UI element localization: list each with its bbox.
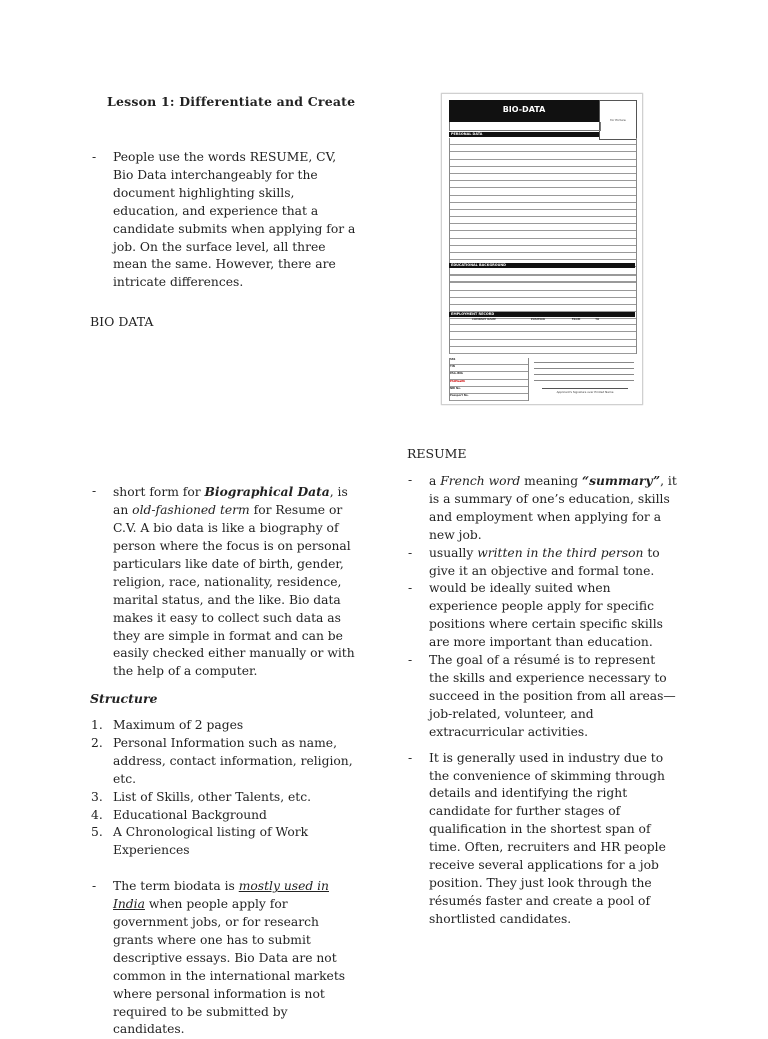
third-person-term: written in the third person (477, 545, 644, 560)
form-row (449, 122, 601, 131)
form-grid-employment (449, 318, 637, 354)
form-section-personal: PERSONAL DATA (449, 132, 599, 137)
structure-list (91, 717, 353, 860)
list-number: 4. (91, 807, 103, 822)
text-run: meaning (520, 474, 582, 488)
bullet-dash: - (408, 581, 413, 596)
list-item (91, 717, 353, 735)
bullet-dash: - (408, 545, 413, 560)
id-row: SSS (450, 358, 528, 365)
text-run: for Resume or C.V. A bio data is like a biography of person where the focus is on personal particulars like date of birth, gender, religion, race, nationality, residence, marital status, and the like. Bio data makes it easy to collect such data as they are simple in format and can be easily checked either manually or with the help of a computer. (113, 503, 355, 679)
intro-text: People use the words RESUME, CV, Bio Data interchangeably for the document highlighting skills, education, and experience that a candidate submits when applying for a job. On the surface level, all three mean the same. However, there are intricate differences. (113, 150, 356, 290)
bullet-dash: - (408, 653, 413, 668)
id-row: Passport No. (450, 394, 528, 401)
intro-paragraph (92, 149, 358, 292)
col-header: COMPANY NAME (472, 318, 496, 321)
bullet-dash: - (408, 750, 413, 765)
list-item (91, 824, 353, 860)
resume-heading: RESUME (407, 446, 467, 461)
lesson-title: Lesson 1: Differentiate and Create (107, 94, 356, 109)
list-text: Personal Information such as name, address, contact information, religion, etc. (113, 735, 353, 786)
old-fashioned-term: old-fashioned term (132, 503, 250, 518)
list-item (91, 735, 353, 789)
text-run: The term biodata is (113, 879, 239, 894)
form-section-employment: EMPLOYMENT RECORD (449, 312, 635, 317)
text-run: when people apply for government jobs, or for research grants where one has to submit descriptive essays. Bio Data are not common in the international markets where personal information is not required to be submitted by candidates. (113, 897, 346, 1037)
text-run: short form for (113, 485, 205, 500)
bio-data-paragraph-1 (92, 483, 361, 681)
list-number: 3. (91, 789, 103, 804)
french-word-term: French word (440, 474, 521, 488)
structure-heading: Structure (90, 691, 158, 706)
id-row: PhilHealth (450, 380, 528, 387)
resume-bullet-4 (408, 652, 677, 742)
col-header: FROM (571, 318, 581, 321)
text-run: would be ideally suited when experience people apply for specific positions where certain specific skills are more important than education. (429, 581, 663, 650)
form-id-table (449, 358, 529, 401)
list-text: A Chronological listing of Work Experiences (113, 825, 309, 858)
form-section-education: EDUCATIONAL BACKGROUND (449, 263, 635, 268)
text-run: It is generally used in industry due to the convenience of skimming through details and identifying the right candidate for further stages of qualification in the shortest span of time. Often, recruiters and HR people receive several applications for a job position. They just look through the résumés faster and create a pool of shortlisted candidates. (429, 750, 666, 926)
text-run: , is an (113, 485, 348, 518)
list-number: 1. (91, 718, 103, 732)
col-header: TO (595, 318, 600, 321)
text-run: , it is a summary of one’s education, skills and employment when applying for a new job. (429, 474, 677, 542)
bullet-dash: - (92, 150, 97, 164)
bio-data-form-image (441, 93, 643, 405)
form-photo-box: for Picture (599, 100, 637, 140)
list-item (91, 807, 353, 825)
summary-term: “summary” (582, 473, 661, 488)
text-run: The goal of a résumé is to represent the skills and experience necessary to succeed in the position from all areas—job-related, volunteer, and extracurricular activities. (429, 653, 676, 739)
text-run: to give it an objective and formal tone. (429, 545, 660, 578)
bullet-dash: - (92, 484, 97, 499)
resume-bullet-5 (408, 750, 677, 929)
bullet-dash: - (92, 879, 97, 894)
id-row: PAG-IBIG (450, 372, 528, 379)
bullet-dash: - (408, 473, 413, 487)
resume-bullet-3 (408, 580, 677, 652)
id-row: TIN (450, 365, 528, 372)
form-title: BIO-DATA (449, 100, 599, 122)
list-text: Educational Background (113, 807, 267, 822)
text-run: a (429, 474, 441, 488)
form-declaration (534, 360, 634, 382)
bio-data-heading: BIO DATA (90, 314, 154, 329)
resume-bullet-1 (408, 472, 677, 545)
mostly-used-in-india: mostly used in India (113, 879, 329, 912)
form-signature-line: Applicant's Signature over Printed Name (542, 388, 628, 394)
col-header: POSITION (530, 318, 545, 321)
list-number: 2. (91, 735, 103, 750)
list-text: List of Skills, other Talents, etc. (113, 789, 312, 804)
bio-data-paragraph-2 (92, 878, 361, 1039)
text-run: usually (429, 545, 478, 560)
biographical-data-term: Biographical Data (204, 484, 330, 500)
resume-bullets (408, 472, 677, 929)
list-text: Maximum of 2 pages (113, 718, 244, 732)
id-row: NBI No. (450, 387, 528, 394)
form-grid-personal (449, 138, 637, 282)
resume-bullet-2 (408, 545, 677, 581)
list-number: 5. (91, 825, 103, 840)
list-item (91, 789, 353, 807)
